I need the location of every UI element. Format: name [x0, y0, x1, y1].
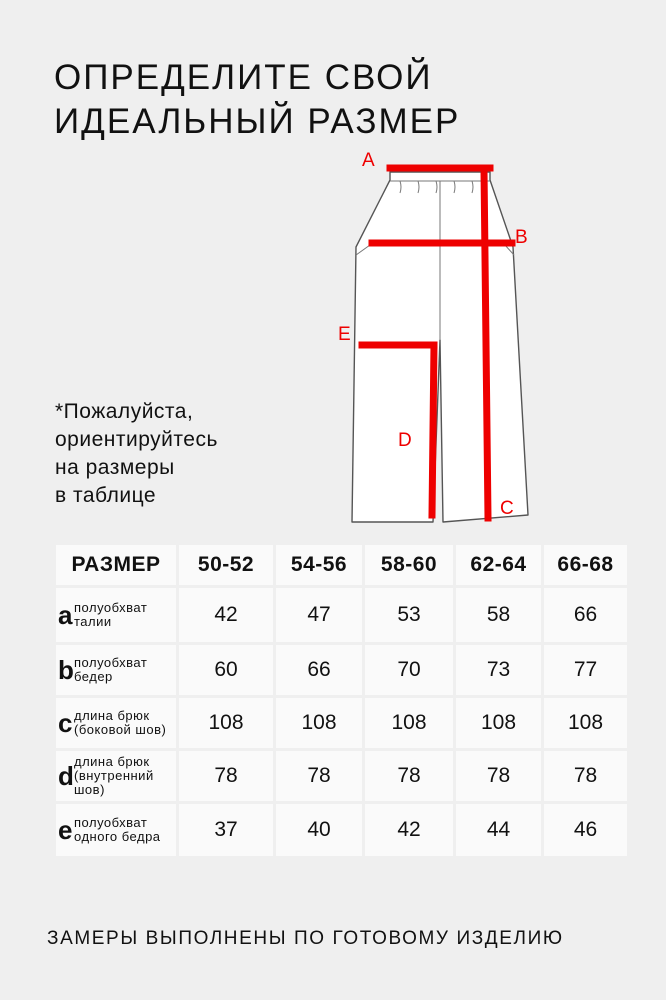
table-cell: 37	[179, 804, 273, 856]
table-cell: 108	[179, 698, 273, 748]
table-cell: 66	[276, 645, 362, 695]
table-cell: 58	[456, 588, 541, 642]
table-cell: 78	[276, 751, 362, 801]
footer-note: ЗАМЕРЫ ВЫПОЛНЕНЫ ПО ГОТОВОМУ ИЗДЕЛИЮ	[47, 928, 564, 949]
pants-measurement-diagram	[330, 150, 530, 535]
row-label-text: полуобхват одного бедра	[74, 815, 161, 844]
table-cell: 78	[365, 751, 453, 801]
table-cell: 78	[544, 751, 627, 801]
table-cell: 47	[276, 588, 362, 642]
note-line-3: на размеры	[55, 456, 175, 479]
row-label-c	[56, 698, 176, 748]
row-letter: e	[58, 815, 73, 845]
table-cell: 108	[276, 698, 362, 748]
table-cell: 40	[276, 804, 362, 856]
label-c: C	[500, 498, 514, 519]
header-size: РАЗМЕР	[56, 545, 176, 585]
label-b: B	[515, 227, 528, 248]
header-66-68: 66-68	[544, 545, 627, 585]
title-line-1: ОПРЕДЕЛИТЕ СВОЙ	[54, 58, 433, 97]
row-label-text: полуобхват бедер	[74, 655, 148, 684]
row-label-b	[56, 645, 176, 695]
table-cell: 108	[544, 698, 627, 748]
row-label-d	[56, 751, 176, 801]
row-label-text: длина брюк (внутренний шов)	[74, 754, 154, 797]
title-line-2: ИДЕАЛЬНЫЙ РАЗМЕР	[54, 102, 461, 141]
note-line-2: ориентируйтесь	[55, 428, 218, 451]
measure-line-d	[432, 345, 434, 515]
table-cell: 77	[544, 645, 627, 695]
header-62-64: 62-64	[456, 545, 541, 585]
row-letter: c	[58, 708, 73, 738]
row-label-e	[56, 804, 176, 856]
table-cell: 42	[365, 804, 453, 856]
table-cell: 66	[544, 588, 627, 642]
page-title	[54, 56, 460, 144]
row-label-a	[56, 588, 176, 642]
note-line-4: в таблице	[55, 484, 157, 507]
label-a: A	[362, 150, 375, 171]
note-line-1: *Пожалуйста,	[55, 400, 194, 423]
row-letter: b	[58, 655, 74, 685]
size-note	[55, 398, 218, 510]
table-cell: 73	[456, 645, 541, 695]
row-letter: a	[58, 600, 73, 630]
header-58-60: 58-60	[365, 545, 453, 585]
row-label-text: длина брюк (боковой шов)	[74, 708, 167, 737]
table-cell: 78	[456, 751, 541, 801]
table-cell: 53	[365, 588, 453, 642]
table-cell: 108	[365, 698, 453, 748]
table-cell: 44	[456, 804, 541, 856]
table-cell: 108	[456, 698, 541, 748]
row-label-text: полуобхват талии	[74, 600, 148, 629]
label-d: D	[398, 430, 412, 451]
row-letter: d	[58, 761, 74, 791]
measure-line-c	[484, 170, 488, 518]
header-54-56: 54-56	[276, 545, 362, 585]
label-e: E	[338, 324, 351, 345]
table-cell: 46	[544, 804, 627, 856]
table-cell: 70	[365, 645, 453, 695]
header-50-52: 50-52	[179, 545, 273, 585]
table-cell: 78	[179, 751, 273, 801]
table-cell: 42	[179, 588, 273, 642]
size-table	[56, 545, 627, 856]
table-cell: 60	[179, 645, 273, 695]
